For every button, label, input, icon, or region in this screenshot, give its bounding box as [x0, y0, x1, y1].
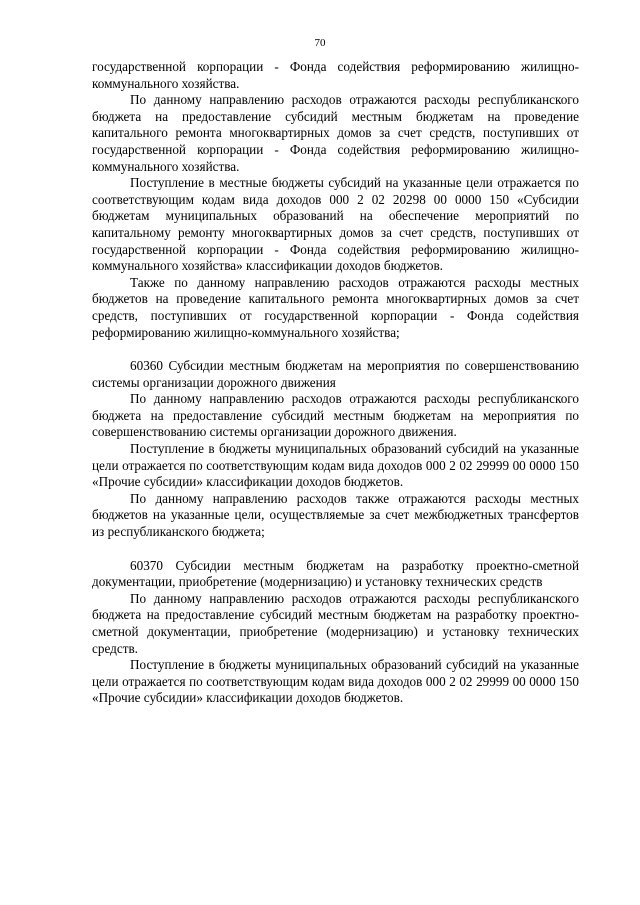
paragraph: Поступление в местные бюджеты субсидий на указанные цели отражается по соответствующим кодам вида доходов 000 2 02 20298 00 0000 150 «Субсидии бюджетам муниципальных образований на обеспечение мероприятий по капитальному ремонту многоквартирных домов за счет средств, поступивших от государственной корпорации - Фонда содействия реформированию жилищно-коммунального хозяйства» классификации доходов бюджетов.	[92, 175, 579, 274]
paragraph: По данному направлению расходов отражаются расходы республиканского бюджета на предоставление субсидий местным бюджетам на проведение капитального ремонта многоквартирных домов за счет средств, поступивших от государственной корпорации - Фонда содействия реформированию жилищно-коммунального хозяйства.	[92, 92, 579, 174]
paragraph: По данному направлению расходов отражаются расходы республиканского бюджета на предоставление субсидий местным бюджетам на мероприятия по совершенствованию системы организации дорожного движения.	[92, 391, 579, 440]
paragraph: Также по данному направлению расходов отражаются расходы местных бюджетов на проведение капитального ремонта многоквартирных домов за счет средств, поступивших от государственной корпорации - Фонда содействия реформированию жилищно-коммунального хозяйства;	[92, 274, 579, 340]
section-spacer	[92, 541, 579, 558]
paragraph: Поступление в бюджеты муниципальных образований субсидий на указанные цели отражается по соответствующим кодам вида доходов 000 2 02 29999 00 0000 150 «Прочие субсидии» классификации доходов бюджетов.	[92, 441, 579, 490]
section-spacer	[92, 341, 579, 358]
page-number: 70	[314, 37, 326, 49]
section-heading-60370: 60370 Субсидии местным бюджетам на разработку проектно-сметной документации, приобретение (модернизацию) и установку технических средств	[92, 557, 579, 590]
section-heading-60360: 60360 Субсидии местным бюджетам на мероприятия по совершенствованию системы организации дорожного движения	[92, 358, 579, 390]
paragraph: По данному направлению расходов отражаются расходы республиканского бюджета на предоставление субсидий местным бюджетам на разработку проектно-сметной документации, приобретение (модернизацию) и установку технических средств.	[92, 590, 579, 656]
paragraph: По данному направлению расходов также отражаются расходы местных бюджетов на указанные цели, осуществляемые за счет межбюджетных трансфертов из республиканского бюджета;	[92, 490, 579, 540]
paragraph-continuation: государственной корпорации - Фонда содействия реформированию жилищно-коммунального хозяйства.	[92, 59, 579, 91]
document-body	[92, 59, 579, 707]
paragraph: Поступление в бюджеты муниципальных образований субсидий на указанные цели отражается по соответствующим кодам вида доходов 000 2 02 29999 00 0000 150 «Прочие субсидии» классификации доходов бюджетов.	[92, 657, 579, 706]
